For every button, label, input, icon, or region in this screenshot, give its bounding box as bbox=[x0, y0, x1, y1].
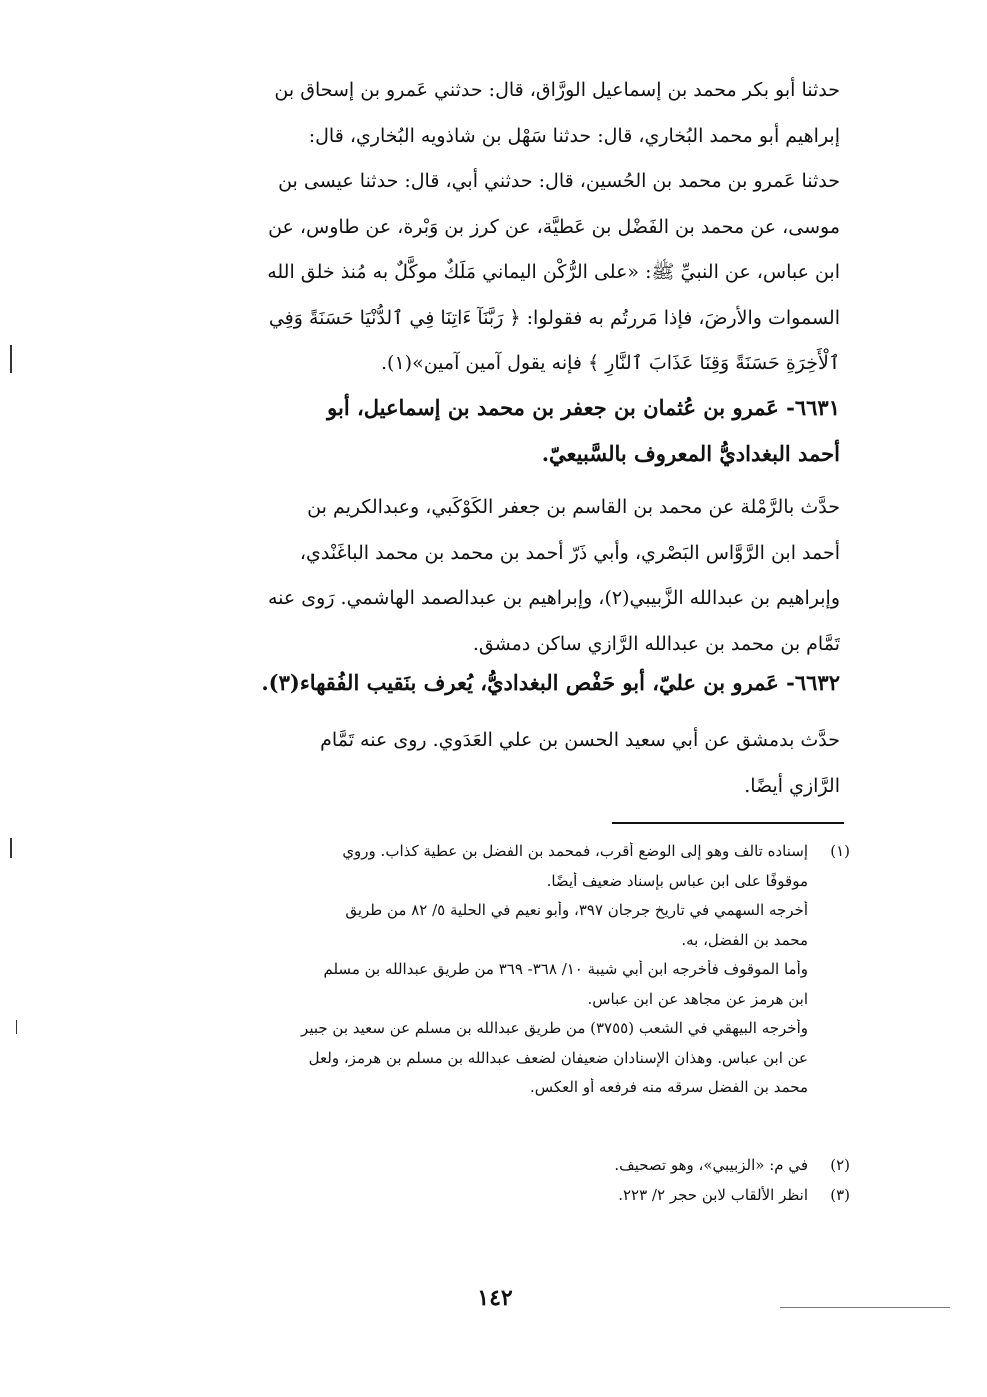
text-line: ابن عباس، عن النبيِّ ﷺ: «على الرُّكْن اليماني مَلَكٌ موكَّلٌ به مُنذ خلق الله bbox=[267, 261, 840, 283]
heading-line: ٦٦٣١- عَمرو بن عُثمان بن جعفر بن محمد بن إسماعيل، أبو bbox=[327, 395, 840, 420]
scan-edge-line bbox=[780, 1307, 950, 1308]
footnote-line: محمد بن الفضل، به. bbox=[681, 930, 808, 949]
footnote-body bbox=[130, 842, 808, 1108]
footnote-line: محمد بن الفضل سرقه منه فرفعه أو العكس. bbox=[529, 1078, 808, 1096]
footnote-line: أخرجه السهمي في تاريخ جرجان ٣٩٧، وأبو نعيم في الحلية ٥/ ٨٢ من طريق bbox=[345, 901, 808, 919]
footnote-line: ابن هرمز عن مجاهد عن ابن عباس. bbox=[587, 989, 808, 1008]
footnote-line: في م: «الزبيبي»، وهو تصحيف. bbox=[614, 1156, 808, 1174]
entry-6632-body bbox=[140, 718, 840, 809]
text-line: حدثنا أبو بكر محمد بن إسماعيل الورَّاق، قال: حدثني عَمرو بن إسحاق بن bbox=[274, 79, 840, 101]
page-number: ١٤٢ bbox=[477, 1285, 513, 1311]
text-line: ٱلْأَخِرَةِ حَسَنَةً وَقِنَا عَذَابَ ٱلنَّارِ ﴾ فإنه يقول آمين آمين»(١). bbox=[380, 352, 840, 374]
scan-artifact bbox=[10, 838, 12, 858]
footnote-line: وأما الموقوف فأخرجه ابن أبي شيبة ١٠/ ٣٦٨- ٣٦٩ من طريق عبدالله بن مسلم bbox=[323, 960, 808, 978]
text-line: السموات والأرضَ، فإذا مَررتُم به فقولوا: ﴿ رَبَّنَآ ءَاتِنَا فِي ٱلدُّنْيَا حَسَنَةً وَفِي bbox=[268, 306, 840, 329]
footnote-number: (١) bbox=[830, 842, 850, 860]
footnote-line: موقوفًا على ابن عباس بإسناد ضعيف أيضًا. bbox=[546, 871, 808, 890]
text-line: وإبراهيم بن عبدالله الزَّبيبي(٢)، وإبراهيم بن عبدالصمد الهاشمي. رَوى عنه bbox=[268, 587, 840, 609]
heading-line: ٦٦٣٢- عَمرو بن عليّ، أبو حَفْص البغداديُّ، يُعرف بنَقيب الفُقهاء(٣). bbox=[261, 670, 840, 695]
entry-heading-6632 bbox=[140, 660, 840, 706]
text-line: أحمد ابن الرَّوَّاس البَصْري، وأبي ذَرّ أحمد بن محمد بن محمد الباغَنْدي، bbox=[299, 541, 840, 564]
text-line: إبراهيم أبو محمد البُخاري، قال: حدثنا سَهْل بن شاذويه البُخاري، قال: bbox=[308, 124, 840, 147]
text-line: تَمَّام بن محمد بن عبدالله الرَّازي ساكن دمشق. bbox=[472, 632, 840, 655]
entry-6631-body bbox=[140, 485, 840, 667]
scan-artifact bbox=[16, 1020, 17, 1034]
text-line: الرَّازي أيضًا. bbox=[744, 774, 840, 797]
footnote-2 bbox=[130, 1156, 850, 1182]
text-line: حدَّث بدمشق عن أبي سعيد الحسن بن علي العَدَوي. روى عنه تَمَّام bbox=[320, 729, 840, 751]
heading-line: أحمد البغداديُّ المعروف بالسَّبيعيّ. bbox=[541, 441, 840, 466]
scan-artifact bbox=[10, 345, 12, 373]
text-line: حدَّث بالرَّمْلة عن محمد بن القاسم بن جعفر الكَوْكَبي، وعبدالكريم بن bbox=[307, 496, 840, 518]
text-line: حدثنا عَمرو بن محمد بن الحُسين، قال: حدثني أبي، قال: حدثنا عيسى بن bbox=[278, 170, 840, 192]
footnote-number: (٢) bbox=[830, 1156, 850, 1174]
text-line: موسى، عن محمد بن الفَضْل بن عَطيَّة، عن كرز بن وَبْرة، عن طاوس، عن bbox=[268, 215, 840, 238]
entry-heading-6631 bbox=[140, 385, 840, 477]
hadith-paragraph bbox=[140, 68, 840, 387]
footnote-1 bbox=[130, 842, 850, 1112]
footnote-body bbox=[130, 1186, 808, 1216]
footnote-line: انظر الألقاب لابن حجر ٢/ ٢٢٣. bbox=[618, 1186, 808, 1204]
footnote-3 bbox=[130, 1186, 850, 1212]
footnote-number: (٣) bbox=[830, 1186, 850, 1204]
footnote-line: وأخرجه البيهقي في الشعب (٣٧٥٥) من طريق عبدالله بن مسلم عن سعيد بن جبير bbox=[301, 1019, 808, 1037]
footnote-body bbox=[130, 1156, 808, 1186]
footnote-divider bbox=[612, 822, 844, 824]
footnote-line: إسناده تالف وهو إلى الوضع أقرب، فمحمد بن الفضل بن عطية كذاب. وروي bbox=[342, 842, 808, 860]
footnote-line: عن ابن عباس. وهذان الإسنادان ضعيفان لضعف عبدالله بن مسلم بن هرمز، ولعل bbox=[308, 1048, 808, 1067]
